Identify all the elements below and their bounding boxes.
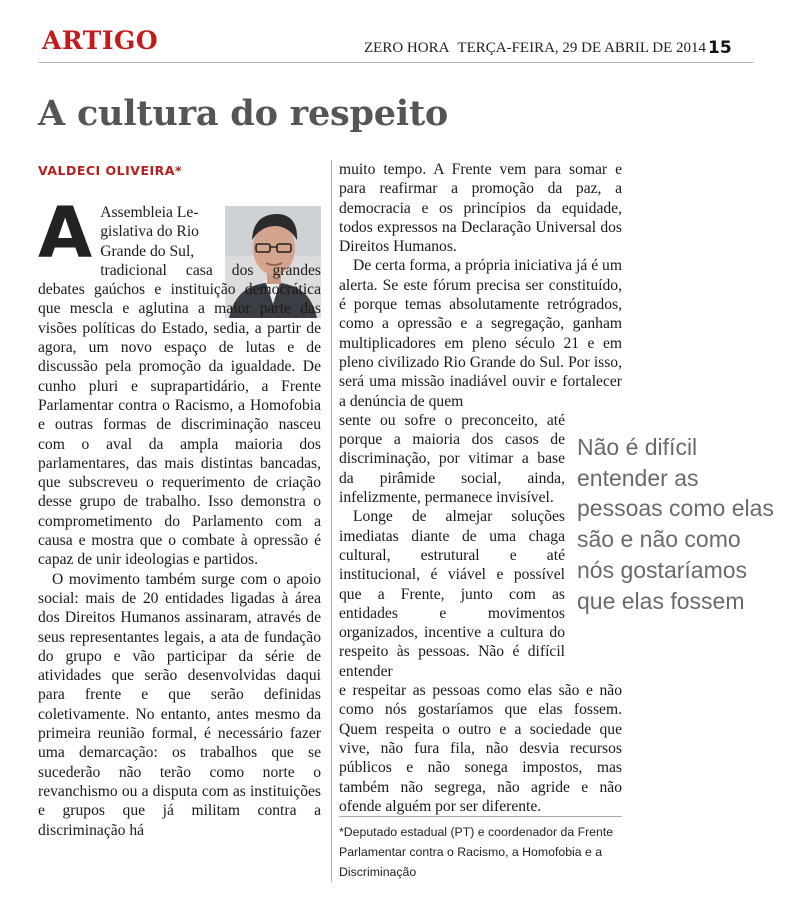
newspaper-name: ZERO HORA [364, 40, 450, 56]
paragraph-4-continued: e respeitar as pessoas como elas são e não como nós gostaríamos que elas fossem. Quem respeita o outro e a sociedade que vive, não fura fila, não desvia recursos públicos e não sonega impostos, mas também não segrega, não agride e não ofende alguém por ser diferente. [339, 682, 622, 815]
paragraph-3: De certa forma, a própria iniciativa já é um alerta. Se este fórum precisa ser constituído, é porque temas absolutamente retrógrados, como a opressão e a segregação, ganham multiplicadores em pleno século 21 e em pleno civilizado Rio Grande do Sul. Por isso, será uma missão inadiável ouvir e fortalecer a denúncia de quem [339, 257, 622, 410]
paragraph-4: Longe de almejar soluções imediatas diante de uma chaga cultural, estrutural e até institucional, é viável e possível que a Frente, junto com as entidades e movimentos organizados, incentive a cultura do respeito às pessoas. Não é difícil entender [339, 508, 565, 680]
article-column-1 [38, 192, 321, 840]
paragraph-1 [38, 192, 321, 570]
section-label: ARTIGO [42, 26, 159, 55]
masthead [364, 40, 706, 57]
header-rule [38, 62, 754, 63]
footnote-rule [339, 816, 622, 817]
paragraph-1-line: gislativa do Rio [100, 223, 199, 241]
drop-cap: A [38, 192, 93, 274]
paragraph-3-continued: sente ou sofre o preconceito, até porque a maioria dos casos de discriminação, por vitimar a base da pirâmide social, ainda, infelizmente, permanece invisível. [339, 411, 565, 507]
page-number: 15 [708, 38, 732, 58]
paragraph-2-continued: muito tempo. A Frente vem para somar e para reafirmar a promoção da paz, a democracia e os princípios da equidade, todos expressos na Declaração Universal dos Direitos Humanos. [339, 161, 622, 256]
byline: VALDECI OLIVEIRA* [38, 163, 182, 178]
paragraph-1-line: Grande do Sul, [100, 242, 195, 260]
author-footnote: *Deputado estadual (PT) e coordenador da Frente Parlamentar contra o Racismo, a Homofobia e a Discriminação [339, 825, 614, 879]
issue-date: TERÇA-FEIRA, 29 DE ABRIL DE 2014 [457, 40, 707, 56]
headline: A cultura do respeito [38, 93, 449, 134]
paragraph-1-line: Assembleia Le- [100, 204, 199, 221]
pull-quote: Não é difícil entender as pessoas como elas são e não como nós gostaríamos que elas fossem [577, 434, 774, 614]
paragraph-1-text: tradicional casa dos grandes debates gaúchos e instituição democrática que mescla e aglutina a maior parte das visões políticas do Estado, sedia, a partir de agora, um novo espaço de lutas e de discussão pela promoção da igualdade. De cunho pluri e suprapartidário, a Frente Parlamentar contra o Racismo, a Homofobia e outras formas de discriminação nasceu com o aval da ampla maioria dos parlamentares, das mais distintas bancadas, que subscreveu o requerimento de criação desse grupo de trabalho. Isso demonstra o comprometimento do Parlamento com a causa e mostra que o combate à opressão é capaz de unir ideologias e partidos. [38, 261, 321, 569]
column-divider [331, 160, 332, 882]
paragraph-2: O movimento também surge com o apoio social: mais de 20 entidades ligadas à área dos Direitos Humanos assinaram, através de seus representantes legais, a ata de fundação do grupo e vão participar da série de atividades que serão desenvolvidas daqui para frente e que serão definidas coletivamente. No entanto, antes mesmo da primeira reunião formal, é necessário fazer uma demarcação: os trabalhos que se sucederão não terão como norte o revanchismo ou a disputa com as instituições e grupos que já militam contra a discriminação há [38, 570, 321, 839]
